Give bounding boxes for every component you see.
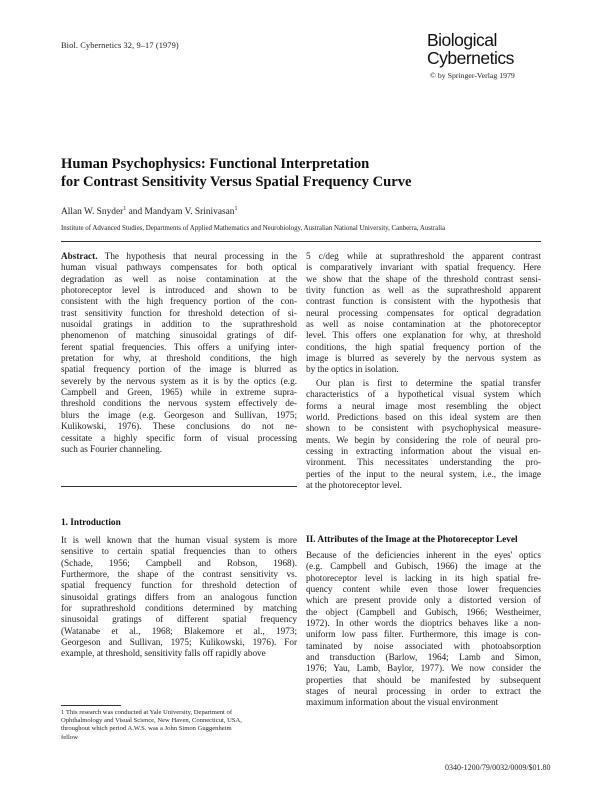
article-title: [61, 155, 412, 191]
text-line: world. Predictions based on this ideal system are then: [306, 412, 541, 423]
text-line: (Schade, 1956; Campbell and Robson, 1968).: [61, 557, 297, 568]
text-line: trast sensitivity function for threshold detection of si-: [61, 307, 297, 318]
text-line: at the photoreceptor level.: [306, 480, 402, 491]
text-line: shown to be consistent with psychophysical measure-: [306, 423, 541, 434]
title-line-1: Human Psychophysics: Functional Interpretation: [61, 156, 370, 172]
abstract-first-line-text: The hypothesis that neural processing in the: [97, 251, 297, 261]
text-line: [61, 251, 297, 262]
publisher-copyright: © by Springer-Verlag 1979: [430, 71, 515, 80]
footnote-line: throughout which period A.W.S. was a John Simon Guggenheim: [61, 725, 232, 733]
author-1-affil-mark: 1: [123, 206, 127, 212]
text-line: quency content while even those lower frequencies: [306, 584, 541, 595]
introduction-text: [61, 535, 297, 660]
journal-name-line1: Biological: [427, 30, 497, 50]
text-line: ferent spatial frequencies. This offers a unifying inter-: [61, 341, 297, 352]
text-line: properties that should be manifested by subsequent: [306, 674, 541, 685]
footnote-line: fellow: [61, 733, 78, 741]
text-line: image is blurred as severely by the nervous system as: [306, 353, 541, 364]
text-line: the object (Campbell and Gubisch, 1966; Westheimer,: [306, 606, 541, 617]
text-line: consistent with the high frequency portion of the con-: [61, 296, 297, 307]
text-line: sinusoidal gratings of different spatial frequency: [61, 614, 297, 625]
text-line: pretation for why, at threshold conditions, the high: [61, 353, 297, 364]
text-line: (e.g. Campbell and Gubisch, 1966) the image at the: [306, 561, 541, 572]
text-line: photoreceptor level is lacking in its high spatial fre-: [306, 572, 541, 583]
text-line: Because of the deficiencies inherent in the eyes' optics: [306, 550, 541, 560]
author-1: Allan W. Snyder: [61, 207, 124, 218]
text-line: Kulikowski, 1976). These conclusions do not ne-: [61, 421, 297, 432]
text-line: vironment. This necessitates understanding the pro-: [306, 457, 541, 468]
text-line: neural processing compensates for optical degradation: [306, 307, 541, 318]
text-line: level. This offers one explanation for why, at threshold: [306, 330, 541, 341]
article-code: 0340-1200/79/0032/0009/$01.80: [445, 763, 551, 772]
text-line: example, at threshold, sensitivity falls off rapidly above: [61, 648, 266, 659]
footnote: [61, 709, 297, 742]
text-line: degradation as well as noise contamination at the: [61, 273, 297, 284]
affiliation: Institute of Advanced Studies, Departments of Applied Mathematics and Neurobiology, Australian National University, Canberra, Australia: [61, 225, 446, 232]
section-heading-attributes: II. Attributes of the Image at the Photoreceptor Level: [306, 535, 518, 545]
footnote-line: 1 This research was conducted at Yale University, Department of: [61, 709, 233, 716]
text-line: by the optics in isolation.: [306, 364, 399, 375]
text-line: severely by the nervous system as it is by the optics (e.g.: [61, 375, 297, 386]
header-rule: [61, 241, 541, 242]
abstract: [61, 251, 297, 455]
text-line: taminated by noise associated with photoabsorption: [306, 640, 541, 651]
text-line: cessitate a highly specific form of visual processing: [61, 432, 297, 443]
text-line: Campbell and Green, 1965) while in extreme supra-: [61, 387, 297, 398]
right-paragraph-3: [306, 550, 541, 709]
text-line: cessing in extracting information about the visual en-: [306, 446, 541, 457]
text-line: sensitive to certain spatial frequencies than to others: [61, 546, 297, 557]
text-line: as well as noise contamination at the photoreceptor: [306, 319, 541, 330]
right-paragraph-2: [306, 378, 541, 491]
text-line: such as Fourier channeling.: [61, 443, 163, 454]
journal-logo: [427, 32, 514, 67]
text-line: photoreceptor level is introduced and shown to be: [61, 285, 297, 296]
text-line: contrast function is consistent with the hypothesis that: [306, 296, 541, 307]
text-line: perties of the input to the neural system, i.e., the image: [306, 468, 541, 479]
text-line: threshold conditions the nervous system effectively de-: [61, 398, 297, 409]
author-list: [61, 206, 238, 217]
text-line: sinusoidal gratings differs from an analogous function: [61, 591, 297, 602]
text-line: human visual pathways compensates for both optical: [61, 262, 297, 273]
abstract-label: Abstract.: [61, 251, 98, 261]
text-line: blurs the image (e.g. Georgeson and Sullivan, 1975;: [61, 409, 297, 420]
footnote-rule: [61, 705, 121, 706]
section-heading-introduction: 1. Introduction: [61, 518, 121, 528]
text-line: Our plan is first to determine the spatial transfer: [316, 378, 541, 388]
text-line: we show that the shape of the threshold contrast sensi-: [306, 273, 541, 284]
text-line: and transduction (Barlow, 1964; Lamb and Simon,: [306, 652, 541, 663]
abstract-rule: [61, 486, 297, 487]
text-line: 5 c/deg while at suprathreshold the apparent contrast: [306, 251, 541, 261]
text-line: (Watanabe et al., 1968; Blakemore et al., 1973;: [61, 625, 297, 636]
text-line: maximum information about the visual environment: [306, 697, 499, 708]
footnote-line: Ophthalmology and Visual Science, New Haven, Connecticut, USA,: [61, 717, 242, 725]
text-line: Georgeson and Sullivan, 1975; Kulikowski, 1976). For: [61, 637, 297, 648]
text-line: nusoidal gratings in addition to the suprathreshold: [61, 319, 297, 330]
title-line-2: for Contrast Sensitivity Versus Spatial Frequency Curve: [61, 174, 412, 190]
text-line: 1976; Yau, Lamb, Baylor, 1977). We now consider the: [306, 663, 541, 674]
text-line: tivity function as well as the suprathreshold apparent: [306, 285, 541, 296]
text-line: is comparatively invariant with spatial frequency. Here: [306, 262, 541, 273]
text-line: It is well known that the human visual system is more: [61, 535, 297, 545]
text-line: characteristics of a hypothetical visual system which: [306, 389, 541, 400]
citation: Biol. Cybernetics 32, 9–17 (1979): [61, 41, 179, 50]
text-line: conditions, the high spatial frequency portion of the: [306, 341, 541, 352]
text-line: uniform low pass filter. Furthermore, this image is con-: [306, 629, 541, 640]
text-line: forms a neural image most resembling the object: [306, 400, 541, 411]
text-line: Furthermore, the shape of the contrast sensitivity vs.: [61, 569, 297, 580]
text-line: which are present provide only a distorted version of: [306, 595, 541, 606]
author-2-affil-mark: 1: [234, 206, 238, 212]
author-separator: and: [126, 207, 145, 218]
text-line: spatial frequency function for threshold detection of: [61, 580, 297, 591]
text-line: for suprathreshold conditions determined by matching: [61, 603, 297, 614]
journal-name-line2: Cybernetics: [427, 47, 514, 68]
text-line: ments. We begin by considering the role of neural pro-: [306, 434, 541, 445]
text-line: phenomenon of matching sinusoidal gratings of dif-: [61, 330, 297, 341]
text-line: stages of neural processing in order to extract the: [306, 686, 541, 697]
text-line: spatial frequency portion of the image is blurred as: [61, 364, 297, 375]
author-2: Mandyam V. Srinivasan: [144, 207, 235, 218]
text-line: 1972). In other words the dioptrics behaves like a non-: [306, 618, 541, 629]
right-paragraph-1: [306, 251, 541, 376]
